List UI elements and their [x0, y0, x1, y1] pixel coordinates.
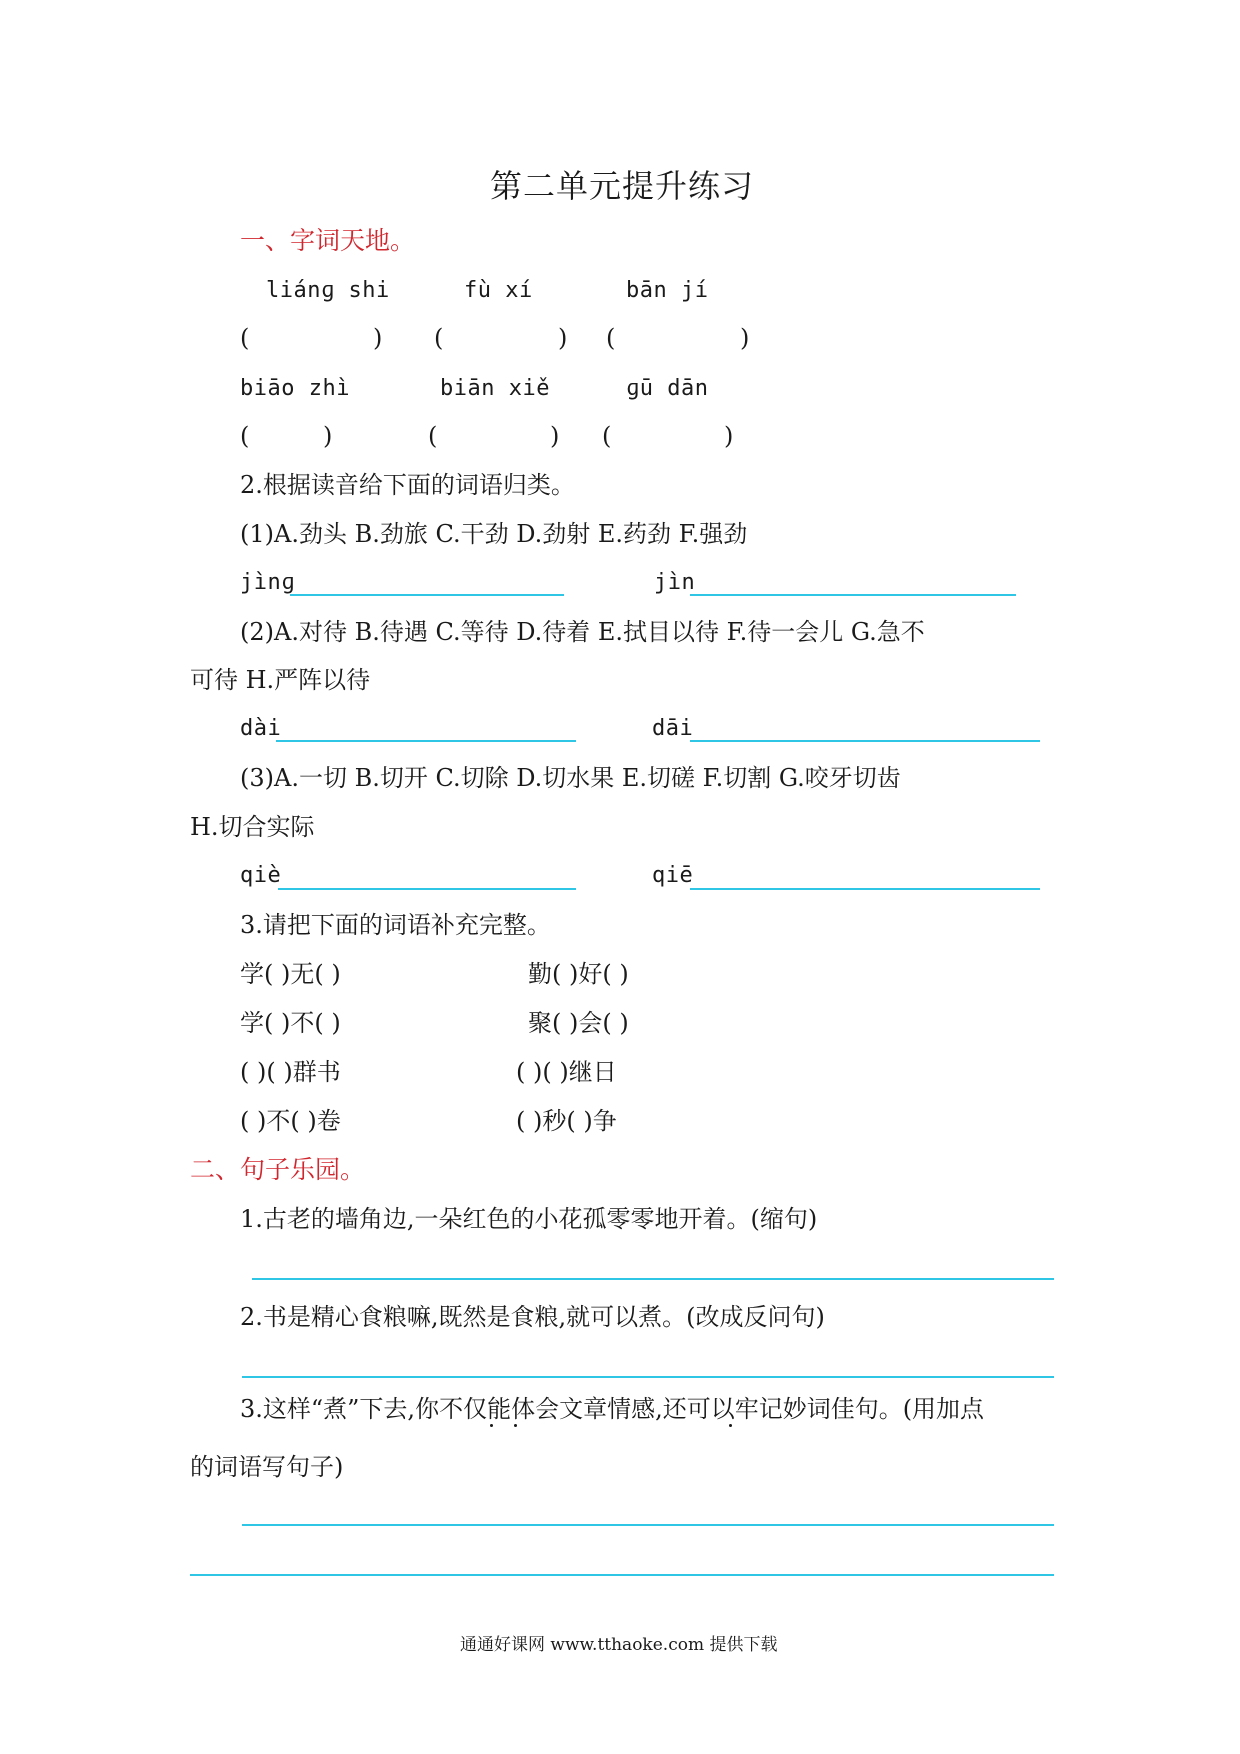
answer-line[interactable]	[690, 888, 1040, 890]
answer-bracket-open: (	[428, 422, 438, 450]
answer-bracket-close: )	[740, 324, 750, 352]
idiom-blank: 学( )无( )	[240, 960, 341, 988]
group-3-items: (3)A.一切 B.切开 C.切除 D.切水果 E.切磋 F.切割 G.咬牙切齿	[240, 764, 901, 792]
answer-line[interactable]	[242, 1524, 1054, 1526]
answer-line[interactable]	[290, 594, 564, 596]
answer-line[interactable]	[242, 1376, 1054, 1378]
emphasis-dot	[729, 1424, 732, 1427]
idiom-blank: 聚( )会( )	[528, 1009, 629, 1037]
sentence-3-prompt: 3.这样“煮”下去,你不仅能体会文章情感,还可以牢记妙词佳句。(用加点	[240, 1395, 985, 1423]
group-1-items: (1)A.劲头 B.劲旅 C.干劲 D.劲射 E.药劲 F.强劲	[240, 520, 748, 548]
answer-bracket-open: (	[606, 324, 616, 352]
answer-bracket-open: (	[240, 324, 250, 352]
pinyin-fuxi: fù xí	[464, 278, 533, 303]
idiom-blank: 勤( )好( )	[528, 960, 629, 988]
group-1-pinyin-jin: jìn	[654, 570, 696, 595]
section-1-heading: 一、字词天地。	[240, 226, 416, 255]
answer-bracket-close: )	[323, 422, 333, 450]
pinyin-gudan: ɡū dān	[626, 376, 709, 401]
sentence-3-prompt-cont: 的词语写句子)	[190, 1453, 344, 1481]
group-2-items-cont: 可待 H.严阵以待	[190, 666, 371, 694]
group-3-items-cont: H.切合实际	[190, 813, 315, 841]
idiom-blank: ( )( )继日	[516, 1058, 617, 1086]
answer-line[interactable]	[190, 1574, 1054, 1576]
answer-bracket-open: (	[602, 422, 612, 450]
footer-source: 通通好课网 www.tthaoke.com 提供下载	[460, 1635, 778, 1655]
group-3-pinyin-qie1: qiē	[652, 863, 694, 888]
answer-bracket-open: (	[240, 422, 250, 450]
idiom-blank: ( )( )群书	[240, 1058, 341, 1086]
answer-bracket-close: )	[724, 422, 734, 450]
answer-line[interactable]	[278, 888, 576, 890]
answer-line[interactable]	[690, 594, 1016, 596]
group-2-pinyin-dai4: dài	[240, 716, 282, 741]
answer-line[interactable]	[252, 1278, 1054, 1280]
group-2-items: (2)A.对待 B.待遇 C.等待 D.待着 E.拭目以待 F.待一会儿 G.急不	[240, 618, 925, 646]
page-title: 第二单元提升练习	[490, 167, 755, 205]
answer-line[interactable]	[276, 740, 576, 742]
answer-bracket-close: )	[373, 324, 383, 352]
group-2-pinyin-dai1: dāi	[652, 716, 694, 741]
emphasis-dot	[514, 1424, 517, 1427]
pinyin-liangshi: liánɡ shi	[266, 278, 390, 303]
pinyin-banji: bān jí	[626, 278, 709, 303]
group-3-pinyin-qie4: qiè	[240, 863, 282, 888]
answer-bracket-open: (	[434, 324, 444, 352]
answer-line[interactable]	[690, 740, 1040, 742]
section-2-heading: 二、句子乐园。	[190, 1155, 366, 1184]
pinyin-biaozhi: biāo zhì	[240, 376, 350, 401]
question-2-prompt: 2.根据读音给下面的词语归类。	[240, 471, 575, 499]
sentence-2-prompt: 2.书是精心食粮嘛,既然是食粮,就可以煮。(改成反问句)	[240, 1303, 825, 1331]
answer-bracket-close: )	[558, 324, 568, 352]
group-1-pinyin-jing: jìnɡ	[240, 570, 295, 595]
sentence-1-prompt: 1.古老的墙角边,一朵红色的小花孤零零地开着。(缩句)	[240, 1205, 818, 1233]
idiom-blank: ( )不( )卷	[240, 1107, 341, 1135]
question-3-prompt: 3.请把下面的词语补充完整。	[240, 911, 551, 939]
emphasis-dot	[490, 1424, 493, 1427]
pinyin-bianxie: biān xiě	[440, 376, 550, 401]
idiom-blank: 学( )不( )	[240, 1009, 341, 1037]
answer-bracket-close: )	[550, 422, 560, 450]
idiom-blank: ( )秒( )争	[516, 1107, 617, 1135]
